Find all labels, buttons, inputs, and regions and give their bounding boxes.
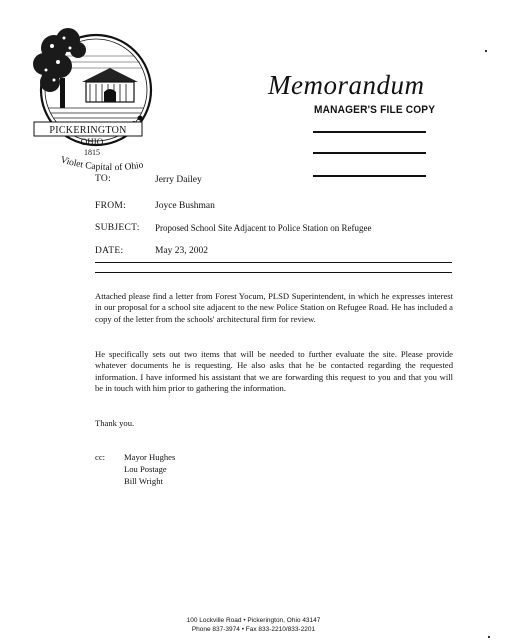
seal-year: 1815 [84, 148, 100, 157]
footer-address: 100 Lockville Road • Pickerington, Ohio 43147 [186, 617, 321, 624]
subject-label: SUBJECT: [95, 223, 140, 233]
cc-label: cc: [95, 452, 106, 462]
closing-line: Thank you. [95, 418, 135, 428]
body-paragraph-1: Attached please find a letter from Forest Yocum, PLSD Superintendent, in which he expresses interest in our proposal for a school site adjacent to the new Police Station on Refugee Road. He has included a copy of the letter from the schools' architectural firm for review. [95, 291, 453, 324]
letterhead-footer [0, 616, 507, 634]
footer-phone: Phone 837-3974 • Fax 833-2210/833-2201 [191, 626, 316, 633]
scan-speck [485, 50, 487, 52]
file-copy-stamp: MANAGER'S FILE COPY [314, 104, 436, 116]
signature-line-2 [313, 152, 426, 154]
signature-line-1 [313, 131, 426, 133]
header-divider-bottom [95, 272, 452, 273]
body-paragraph-2: He specifically sets out two items that will be needed to further evaluate the site. Please provide whatever documents he is requesting. He also asks that he be contacted regarding the requested information. I have informed his assistant that we are forwarding this request to you and that you will be in touch with him prior to gathering the information. [95, 349, 453, 394]
to-label: TO: [95, 174, 112, 184]
memo-title: Memorandum [268, 70, 425, 100]
svg-text:Violet Capital of Ohio: Violet Capital of Ohio [59, 155, 145, 174]
signature-line-3 [313, 175, 426, 177]
from-label: FROM: [95, 201, 127, 211]
cc-recipient: Lou Postage [124, 464, 167, 474]
seal-motto [58, 152, 183, 192]
city-seal-logo [30, 18, 160, 168]
date-value: May 23, 2002 [155, 246, 209, 256]
header-divider-top [95, 262, 452, 263]
subject-value: Proposed School Site Adjacent to Police Station on Refugee [155, 223, 372, 233]
cc-recipient: Mayor Hughes [124, 452, 176, 462]
to-value: Jerry Dailey [155, 175, 202, 185]
scan-speck [488, 636, 490, 638]
cc-recipient: Bill Wright [124, 476, 163, 486]
from-value: Joyce Bushman [155, 201, 215, 211]
seal-city-name: PICKERINGTON [49, 125, 127, 136]
seal-state: OHIO [80, 137, 104, 147]
date-label: DATE: [95, 246, 124, 256]
